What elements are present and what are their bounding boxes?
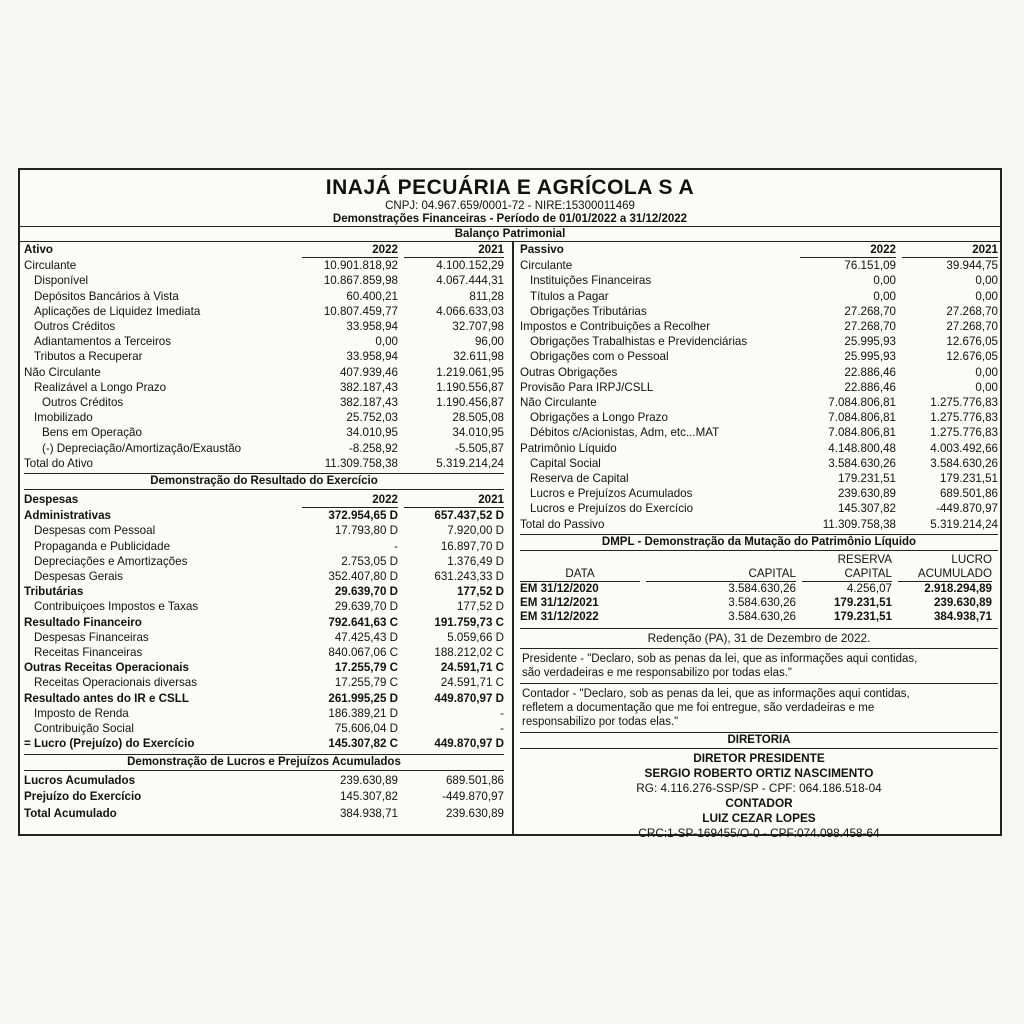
- dmpl-date: EM 31/12/2021: [520, 595, 599, 609]
- despesas-row: [24, 554, 504, 569]
- dmpl-h-lucro: LUCRO: [951, 552, 992, 566]
- despesas-row: [24, 645, 504, 660]
- passivo-value-2022: 239.630,89: [837, 487, 896, 501]
- dlpa-title: Demonstração de Lucros e Prejuízos Acumulados: [24, 754, 504, 771]
- ativo-row-label: Outros Créditos: [34, 320, 116, 334]
- passivo-value-2021: 12.676,05: [946, 335, 998, 349]
- doc-presidente: RG: 4.116.276-SSP/SP - CPF: 064.186.518-04: [636, 780, 882, 795]
- passivo-row: [520, 471, 998, 486]
- ativo-row-label: Aplicações de Liquidez Imediata: [34, 304, 201, 318]
- despesas-row: [24, 523, 504, 538]
- dlpa-value-2021: -449.870,97: [442, 790, 504, 803]
- year-2022: 2022: [800, 242, 896, 258]
- ativo-row-label: Bens em Operação: [42, 426, 142, 440]
- contador-declaration: [520, 683, 998, 732]
- passivo-row: [520, 334, 998, 349]
- passivo-row-label: Obrigações a Longo Prazo: [530, 411, 668, 425]
- despesas-row: [24, 630, 504, 645]
- year-2022: 2022: [302, 492, 398, 508]
- despesas-row: [24, 736, 504, 751]
- left-column: [24, 242, 504, 822]
- passivo-row: [520, 365, 998, 380]
- passivo-value-2021: 0,00: [975, 274, 998, 288]
- despesas-row-label: Resultado antes do IR e CSLL: [24, 691, 189, 705]
- dmpl-header-bottom: [520, 567, 998, 582]
- ativo-row: [24, 441, 504, 456]
- passivo-row: [520, 501, 998, 516]
- despesas-row-label: Despesas Gerais: [34, 570, 123, 584]
- ativo-value-2022: 34.010,95: [346, 426, 398, 440]
- despesas-row-label: Tributárias: [24, 585, 84, 599]
- role-presidente: DIRETOR PRESIDENTE: [693, 750, 825, 765]
- dmpl-lucro: 2.918.294,89: [924, 581, 992, 595]
- ativo-row-label: Depósitos Bancários à Vista: [34, 289, 179, 303]
- dmpl-capital: 3.584.630,26: [728, 581, 796, 595]
- passivo-row: [520, 425, 998, 440]
- passivo-value-2021: 0,00: [975, 289, 998, 303]
- despesas-row-label: Depreciações e Amortizações: [34, 554, 188, 568]
- ativo-value-2021: 1.190.556,87: [436, 380, 504, 394]
- ativo-row: [24, 273, 504, 288]
- ativo-value-2022: 382.187,43: [339, 396, 398, 410]
- dlpa-rows: [24, 773, 504, 823]
- ativo-row: [24, 380, 504, 395]
- ativo-value-2022: -8.258,92: [349, 441, 398, 455]
- despesas-row: [24, 721, 504, 736]
- passivo-row: [520, 258, 998, 273]
- passivo-value-2021: 1.275.776,83: [930, 396, 998, 410]
- passivo-value-2022: 25.995,93: [844, 350, 896, 364]
- passivo-row-label: Instituições Financeiras: [530, 274, 652, 288]
- dmpl-h-reserva-capital: CAPITAL: [802, 567, 892, 582]
- despesas-value-2021: 191.759,73 C: [434, 615, 504, 629]
- ativo-row: [24, 456, 504, 471]
- despesas-row-label: Despesas Financeiras: [34, 630, 149, 644]
- passivo-value-2022: 179.231,51: [837, 472, 896, 486]
- ativo-row-label: Circulante: [24, 259, 77, 273]
- despesas-value-2022: 17.255,79 C: [334, 661, 398, 675]
- ativo-value-2021: 4.067.444,31: [436, 274, 504, 288]
- despesas-value-2021: 177,52 D: [456, 600, 504, 614]
- despesas-row: [24, 706, 504, 721]
- ativo-row: [24, 289, 504, 304]
- despesas-value-2022: 145.307,82 C: [328, 737, 398, 751]
- despesas-row-label: Contribuiçoes Impostos e Taxas: [34, 600, 199, 614]
- ativo-row-label: (-) Depreciação/Amortização/Exaustão: [42, 441, 242, 455]
- passivo-value-2022: 27.268,70: [844, 304, 896, 318]
- passivo-row-label: Patrimônio Líquido: [520, 441, 617, 455]
- despesas-row-label: Outras Receitas Operacionais: [24, 661, 189, 675]
- despesas-row: [24, 675, 504, 690]
- dmpl-row: [520, 596, 998, 610]
- passivo-row: [520, 273, 998, 288]
- despesas-row-label: Propaganda e Publicidade: [34, 539, 171, 553]
- passivo-value-2021: 0,00: [975, 365, 998, 379]
- company-name: INAJÁ PECUÁRIA E AGRÍCOLA S A: [325, 176, 695, 199]
- year-2021: 2021: [404, 242, 504, 258]
- despesas-row: [24, 615, 504, 630]
- ativo-value-2021: 5.319.214,24: [436, 456, 504, 470]
- passivo-row-label: Lucros e Prejuízos do Exercício: [530, 502, 694, 516]
- passivo-row-label: Débitos c/Acionistas, Adm, etc...MAT: [530, 426, 720, 440]
- despesas-row: [24, 660, 504, 675]
- despesas-value-2022: 47.425,43 D: [334, 630, 398, 644]
- passivo-row-label: Outras Obrigações: [520, 365, 618, 379]
- passivo-row: [520, 486, 998, 501]
- dmpl-lucro: 384.938,71: [933, 609, 992, 623]
- despesas-row: [24, 691, 504, 706]
- ativo-value-2022: 11.309.758,38: [324, 456, 398, 470]
- ativo-row: [24, 258, 504, 273]
- despesas-row: [24, 584, 504, 599]
- ativo-value-2021: 4.066.633,03: [436, 304, 504, 318]
- passivo-row-label: Reserva de Capital: [530, 472, 629, 486]
- passivo-value-2022: 4.148.800,48: [828, 441, 896, 455]
- ativo-value-2022: 10.901.818,92: [323, 259, 398, 273]
- passivo-value-2021: 27.268,70: [946, 320, 998, 334]
- passivo-rows: [520, 258, 998, 532]
- place-date: Redenção (PA), 31 de Dezembro de 2022.: [520, 628, 998, 648]
- passivo-row-label: Obrigações com o Pessoal: [530, 350, 669, 364]
- despesas-value-2022: 792.641,63 C: [328, 615, 398, 629]
- passivo-value-2022: 27.268,70: [844, 320, 896, 334]
- ativo-row: [24, 349, 504, 364]
- dmpl-header-top: [520, 553, 998, 567]
- ativo-row: [24, 334, 504, 349]
- contador-line-1: Contador - "Declaro, sob as penas da lei, que as informações aqui contidas,: [522, 687, 910, 700]
- dmpl-capital: 3.584.630,26: [728, 609, 796, 623]
- ativo-label: Ativo: [24, 243, 53, 256]
- ativo-row: [24, 304, 504, 319]
- ativo-value-2021: 28.505,08: [452, 411, 504, 425]
- despesas-value-2022: 29.639,70 D: [334, 600, 398, 614]
- year-2021: 2021: [404, 492, 504, 508]
- presidente-declaration: [520, 648, 998, 683]
- ativo-row: [24, 410, 504, 425]
- header: [20, 176, 1000, 226]
- despesas-row-label: Despesas com Pessoal: [34, 524, 156, 538]
- despesas-value-2022: 372.954,65 D: [328, 509, 398, 523]
- ativo-value-2021: 1.219.061,95: [436, 365, 504, 379]
- ativo-value-2022: 33.958,94: [346, 320, 398, 334]
- dlpa-row: [24, 789, 504, 806]
- ativo-value-2022: 10.807.459,77: [323, 304, 398, 318]
- dmpl-date: EM 31/12/2022: [520, 609, 599, 623]
- passivo-value-2021: 27.268,70: [946, 304, 998, 318]
- passivo-row: [520, 441, 998, 456]
- dre-title: Demonstração do Resultado do Exercício: [24, 473, 504, 490]
- column-divider: [512, 242, 514, 834]
- presidente-line-2: são verdadeiras e me responsabilizo por todas elas.": [522, 666, 793, 679]
- ativo-row: [24, 365, 504, 380]
- despesas-row: [24, 508, 504, 523]
- dlpa-row: [24, 773, 504, 790]
- contador-line-3: responsabilizo por todas elas.": [522, 715, 679, 728]
- passivo-value-2022: 7.084.806,81: [828, 426, 896, 440]
- passivo-value-2022: 76.151,09: [844, 259, 896, 273]
- despesas-value-2022: 29.639,70 D: [334, 585, 398, 599]
- despesas-header: [24, 492, 504, 508]
- passivo-row: [520, 319, 998, 334]
- ativo-value-2022: 60.400,21: [346, 289, 398, 303]
- passivo-value-2022: 0,00: [873, 274, 896, 288]
- dlpa-value-2022: 145.307,82: [339, 790, 398, 803]
- ativo-value-2021: 32.707,98: [452, 320, 504, 334]
- despesas-row-label: Administrativas: [24, 509, 111, 523]
- dlpa-value-2022: 384.938,71: [339, 806, 398, 820]
- despesas-value-2021: 449.870,97 D: [434, 691, 504, 705]
- ativo-row-label: Tributos a Recuperar: [34, 350, 143, 364]
- ativo-value-2022: 0,00: [375, 335, 398, 349]
- doc-contador: CRC:1-SP-169455/O-0 - CPF:074.098.458-64: [638, 825, 880, 840]
- passivo-row: [520, 456, 998, 471]
- despesas-value-2022: 75.606,04 D: [334, 722, 398, 736]
- dmpl-h-data: DATA: [520, 567, 640, 582]
- passivo-value-2021: 1.275.776,83: [930, 426, 998, 440]
- despesas-value-2021: 657.437,52 D: [434, 509, 504, 523]
- passivo-value-2022: 22.886,46: [844, 380, 896, 394]
- passivo-value-2022: 7.084.806,81: [828, 411, 896, 425]
- passivo-row-label: Títulos a Pagar: [530, 289, 609, 303]
- despesas-value-2022: 186.389,21 D: [328, 706, 398, 720]
- right-column: [520, 242, 998, 841]
- passivo-row-label: Lucros e Prejuízos Acumulados: [530, 487, 693, 501]
- dmpl-rows: [520, 582, 998, 624]
- passivo-value-2021: 4.003.492,66: [930, 441, 998, 455]
- passivo-row: [520, 410, 998, 425]
- passivo-value-2021: -449.870,97: [936, 502, 998, 516]
- passivo-row: [520, 289, 998, 304]
- ativo-row-label: Adiantamentos a Terceiros: [34, 335, 172, 349]
- ativo-row: [24, 395, 504, 410]
- despesas-row-label: = Lucro (Prejuízo) do Exercício: [24, 737, 195, 751]
- dmpl-reserva: 179.231,51: [833, 595, 892, 609]
- dlpa-value-2022: 239.630,89: [339, 773, 398, 787]
- company-ids: CNPJ: 04.967.659/0001-72 - NIRE:15300011469: [385, 200, 635, 212]
- despesas-value-2022: 2.753,05 D: [341, 554, 398, 568]
- despesas-row-label: Resultado Financeiro: [24, 615, 142, 629]
- dmpl-capital: 3.584.630,26: [728, 595, 796, 609]
- passivo-value-2022: 7.084.806,81: [828, 396, 896, 410]
- ativo-rows: [24, 258, 504, 471]
- dlpa-row-label: Total Acumulado: [24, 806, 117, 820]
- passivo-row-label: Capital Social: [530, 456, 601, 470]
- despesas-label: Despesas: [24, 493, 79, 507]
- passivo-value-2022: 0,00: [873, 289, 896, 303]
- dmpl-reserva: 4.256,07: [846, 581, 892, 595]
- despesas-row-label: Receitas Operacionais diversas: [34, 676, 198, 690]
- ativo-value-2022: 10.867.859,98: [323, 274, 398, 288]
- passivo-row: [520, 517, 998, 532]
- despesas-value-2021: -: [500, 722, 504, 736]
- passivo-value-2022: 3.584.630,26: [828, 456, 896, 470]
- name-contador: LUIZ CEZAR LOPES: [702, 810, 816, 825]
- ativo-row: [24, 319, 504, 334]
- despesas-value-2021: 24.591,71 C: [440, 661, 504, 675]
- ativo-header: [24, 242, 504, 258]
- dmpl-title: DMPL - Demonstração da Mutação do Patrimônio Líquido: [520, 534, 998, 551]
- passivo-row-label: Circulante: [520, 259, 573, 273]
- despesas-value-2022: 17.255,79 C: [334, 676, 398, 690]
- dlpa-value-2021: 239.630,89: [445, 806, 504, 820]
- ativo-row-label: Realizável a Longo Prazo: [34, 380, 167, 394]
- dlpa-row-label: Lucros Acumulados: [24, 773, 136, 787]
- despesas-row-label: Contribuição Social: [34, 722, 134, 736]
- ativo-row-label: Imobilizado: [34, 411, 93, 425]
- year-2022: 2022: [302, 242, 398, 258]
- passivo-header: [520, 242, 998, 258]
- financial-statement: [18, 168, 1002, 840]
- despesas-value-2021: 631.243,33 D: [434, 570, 504, 584]
- dmpl-h-reserva: RESERVA: [837, 552, 892, 566]
- diretoria-title: DIRETORIA: [520, 732, 998, 749]
- passivo-value-2021: 179.231,51: [939, 472, 998, 486]
- ativo-row-label: Não Circulante: [24, 365, 101, 379]
- dmpl-row: [520, 582, 998, 596]
- despesas-row-label: Receitas Financeiras: [34, 646, 143, 660]
- presidente-line-1: Presidente - "Declaro, sob as penas da lei, que as informações aqui contidas,: [522, 652, 918, 665]
- ativo-value-2021: 4.100.152,29: [436, 259, 504, 273]
- balance-sheet-title: Balanço Patrimonial: [20, 226, 1000, 242]
- passivo-row-label: Total do Passivo: [520, 517, 605, 531]
- despesas-value-2022: 17.793,80 D: [334, 524, 398, 538]
- despesas-row-label: Imposto de Renda: [34, 706, 129, 720]
- role-contador: CONTADOR: [725, 795, 793, 810]
- ativo-row-label: Disponível: [34, 274, 89, 288]
- despesas-value-2021: 16.897,70 D: [440, 539, 504, 553]
- contador-line-2: refletem a documentação que me foi entregue, são verdadeiras e me: [522, 701, 875, 714]
- ativo-row: [24, 425, 504, 440]
- passivo-row: [520, 380, 998, 395]
- ativo-value-2021: 32.611,98: [453, 350, 504, 364]
- despesas-value-2021: 1.376,49 D: [447, 554, 504, 568]
- passivo-value-2022: 22.886,46: [844, 365, 896, 379]
- dmpl-row: [520, 610, 998, 624]
- despesas-value-2021: 177,52 D: [456, 585, 504, 599]
- passivo-row-label: Impostos e Contribuições a Recolher: [520, 320, 711, 334]
- passivo-label: Passivo: [520, 243, 564, 256]
- passivo-value-2021: 689.501,86: [939, 487, 998, 501]
- ativo-value-2022: 382.187,43: [339, 380, 398, 394]
- despesas-value-2021: 449.870,97 D: [434, 737, 504, 751]
- ativo-value-2021: -5.505,87: [455, 441, 504, 455]
- despesas-value-2022: 261.995,25 D: [328, 691, 398, 705]
- statement-period: Demonstrações Financeiras - Período de 01/01/2022 a 31/12/2022: [332, 213, 688, 225]
- year-2021: 2021: [902, 242, 998, 258]
- passivo-row: [520, 349, 998, 364]
- passivo-value-2021: 3.584.630,26: [930, 456, 998, 470]
- passivo-row-label: Não Circulante: [520, 396, 597, 410]
- despesas-value-2021: 7.920,00 D: [447, 524, 504, 538]
- despesas-value-2021: 188.212,02 C: [434, 646, 504, 660]
- dmpl-date: EM 31/12/2020: [520, 581, 599, 595]
- passivo-value-2021: 1.275.776,83: [930, 411, 998, 425]
- despesas-value-2021: 24.591,71 C: [440, 676, 504, 690]
- despesas-row: [24, 539, 504, 554]
- despesas-value-2022: 352.407,80 D: [328, 570, 398, 584]
- ativo-row-label: Total do Ativo: [24, 456, 93, 470]
- despesas-rows: [24, 508, 504, 751]
- despesas-value-2021: -: [500, 706, 504, 720]
- name-presidente: SERGIO ROBERTO ORTIZ NASCIMENTO: [644, 765, 874, 780]
- despesas-value-2022: -: [394, 539, 398, 553]
- despesas-row: [24, 569, 504, 584]
- dlpa-row: [24, 806, 504, 823]
- ativo-value-2022: 25.752,03: [346, 411, 398, 425]
- passivo-row-label: Provisão Para IRPJ/CSLL: [520, 380, 654, 394]
- ativo-value-2021: 34.010,95: [452, 426, 504, 440]
- passivo-value-2021: 5.319.214,24: [930, 517, 998, 531]
- passivo-row: [520, 304, 998, 319]
- dmpl-h-capital: CAPITAL: [646, 567, 796, 582]
- despesas-value-2021: 5.059,66 D: [447, 630, 504, 644]
- passivo-row-label: Obrigações Trabalhistas e Previdenciárias: [530, 335, 748, 349]
- dlpa-value-2021: 689.501,86: [445, 773, 504, 787]
- dlpa-row-label: Prejuízo do Exercício: [24, 790, 142, 803]
- passivo-row: [520, 395, 998, 410]
- despesas-value-2022: 840.067,06 C: [328, 646, 398, 660]
- passivo-value-2021: 39.944,75: [946, 259, 998, 273]
- ativo-value-2022: 407.939,46: [339, 365, 398, 379]
- ativo-value-2021: 811,28: [469, 289, 504, 303]
- passivo-row-label: Obrigações Tributárias: [530, 304, 647, 318]
- dmpl-lucro: 239.630,89: [933, 595, 992, 609]
- passivo-value-2022: 145.307,82: [837, 502, 896, 516]
- dmpl-h-acumulado: ACUMULADO: [898, 567, 992, 582]
- passivo-value-2022: 25.995,93: [844, 335, 896, 349]
- ativo-value-2021: 96,00: [474, 335, 504, 349]
- ativo-row-label: Outros Créditos: [42, 396, 124, 410]
- ativo-value-2022: 33.958,94: [346, 350, 398, 364]
- passivo-value-2021: 12.676,05: [946, 350, 998, 364]
- passivo-value-2021: 0,00: [975, 380, 998, 394]
- dmpl-reserva: 179.231,51: [833, 609, 892, 623]
- passivo-value-2022: 11.309.758,38: [822, 517, 896, 531]
- ativo-value-2021: 1.190.456,87: [436, 396, 504, 410]
- despesas-row: [24, 599, 504, 614]
